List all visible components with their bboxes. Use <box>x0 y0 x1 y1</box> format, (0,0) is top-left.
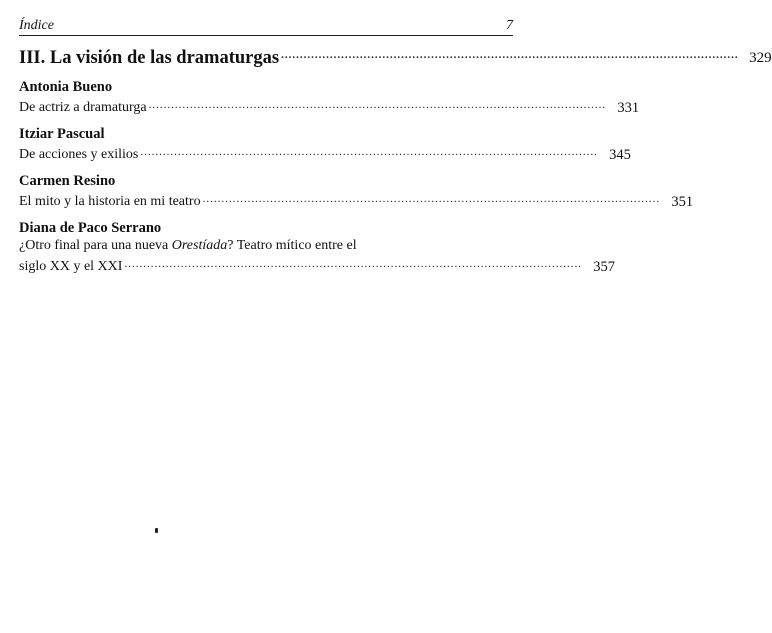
entry-title-part-1: ¿Otro final para una nueva <box>19 238 172 253</box>
entry-title-row <box>19 96 640 117</box>
dot-leader: .......................................................................................................................... <box>202 193 661 205</box>
dot-leader: .......................................................................................................................... <box>140 146 598 158</box>
toc-entry-resino <box>19 172 694 211</box>
entry-title-part-2: ? Teatro mítico entre el <box>227 238 357 253</box>
entry-page: 351 <box>671 194 694 210</box>
toc-entry-bueno <box>19 78 640 117</box>
dot-leader: .......................................................................................................................... <box>148 99 607 111</box>
header-page-number: 7 <box>506 18 513 33</box>
section-label: III. La visión de las dramaturgas <box>19 48 280 68</box>
table-of-contents <box>19 46 772 276</box>
section-page: 329 <box>749 50 772 66</box>
entry-page: 331 <box>617 100 640 116</box>
entry-title-italic: Orestíada <box>171 238 228 253</box>
entry-title-line-1 <box>19 237 513 255</box>
entry-author: Itziar Pascual <box>19 126 105 142</box>
entry-author: Antonia Bueno <box>19 79 113 95</box>
dot-leader: .......................................................................................................................... <box>281 49 739 61</box>
entry-page: 345 <box>609 147 631 163</box>
entry-title-row <box>19 190 694 211</box>
entry-title: De acciones y exilios <box>19 147 139 162</box>
toc-entry-pascual <box>19 125 631 164</box>
entry-author: Carmen Resino <box>19 173 116 189</box>
header-title: Índice <box>19 18 54 33</box>
dot-leader: .......................................................................................................................... <box>124 258 582 270</box>
toc-entry-paco-serrano <box>19 219 615 276</box>
running-header <box>19 17 513 36</box>
entry-title: De actriz a dramaturga <box>19 100 147 115</box>
section-heading <box>19 46 772 70</box>
entry-title-line-2: siglo XX y el XXI <box>19 259 123 274</box>
entry-author: Diana de Paco Serrano <box>19 220 162 236</box>
entry-title: El mito y la historia en mi teatro <box>19 194 201 209</box>
entry-title-row <box>19 143 631 164</box>
entry-page: 357 <box>593 259 615 275</box>
entry-title-row <box>19 255 615 276</box>
print-speck <box>155 528 158 533</box>
